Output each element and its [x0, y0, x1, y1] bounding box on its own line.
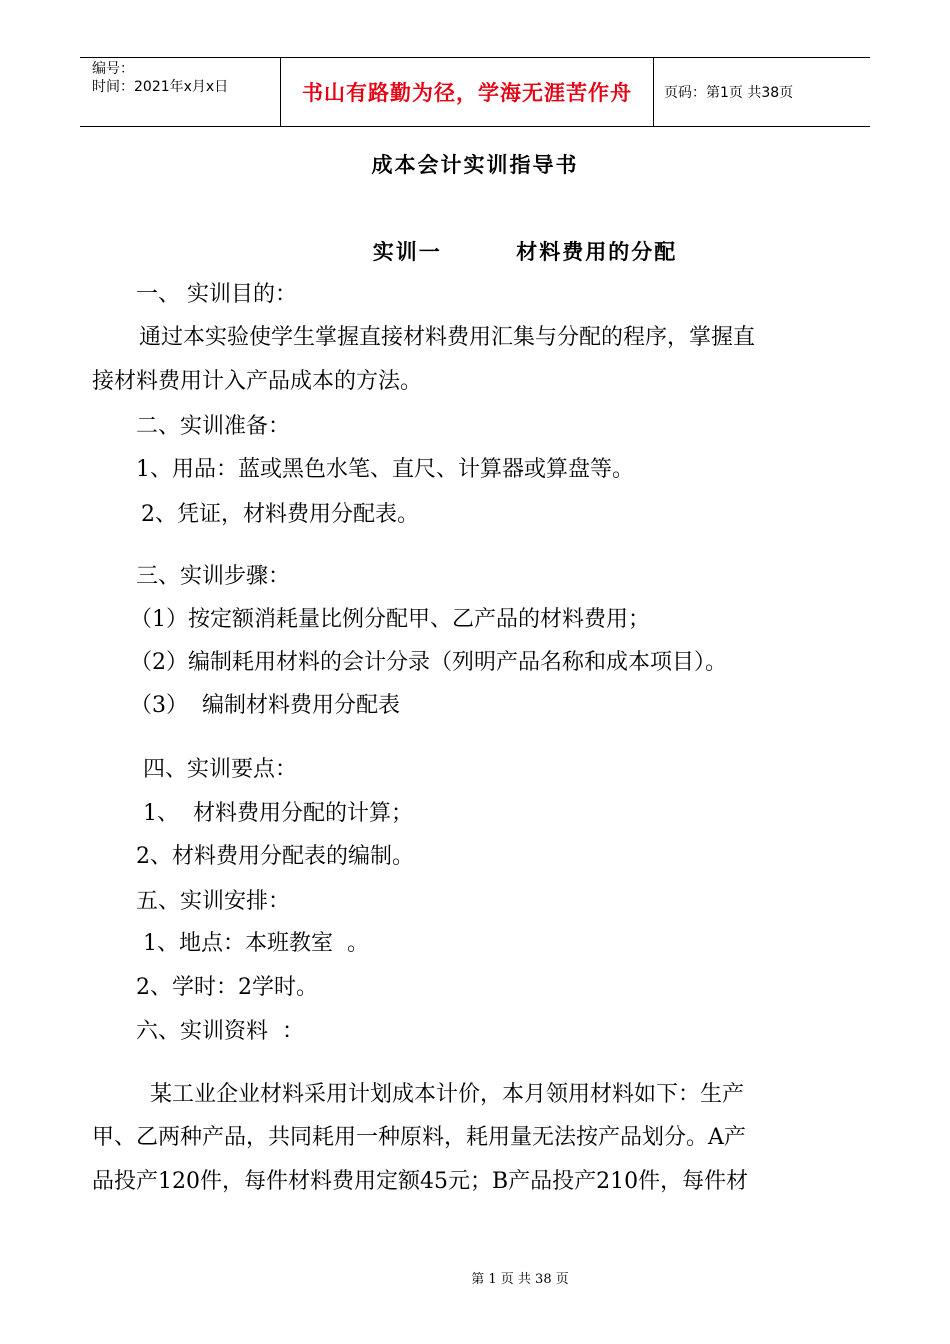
list-item: 1、用品：蓝或黑色水笔、直尺、计算器或算盘等。 [136, 457, 634, 482]
list-item: 2、材料费用分配表的编制。 [136, 844, 414, 869]
paragraph-line: 甲、乙两种产品，共同耗用一种原料，耗用量无法按产品划分。A产 [92, 1125, 746, 1150]
list-item: （2）编制耗用材料的会计分录（列明产品名称和成本项目）。 [130, 650, 727, 675]
paragraph-line: 接材料费用计入产品成本的方法。 [92, 369, 423, 394]
header-time-label: 时间：2021年x月x日 [92, 79, 229, 95]
section-heading: 五、实训安排： [136, 889, 291, 914]
document-title: 成本会计实训指导书 [371, 153, 579, 177]
list-item: 2、学时：2学时。 [136, 975, 318, 1000]
page-header [80, 57, 870, 127]
section-heading: 二、实训准备： [136, 414, 291, 439]
header-page-info: 页码：第1页 共38页 [664, 85, 794, 101]
list-item: （3） 编制材料费用分配表 [130, 693, 400, 718]
section-heading: 四、实训要点： [136, 757, 297, 782]
paragraph-line: 品投产120件，每件材料费用定额45元；B产品投产210件，每件材 [92, 1169, 749, 1194]
paragraph-line: 某工业企业材料采用计划成本计价，本月领用材料如下：生产 [136, 1082, 744, 1107]
list-item: 1、地点：本班教室 。 [136, 931, 369, 956]
header-meta [80, 58, 281, 126]
page-footer: 第 1 页 共 38 页 [471, 1272, 569, 1287]
list-item: 2、凭证，材料费用分配表。 [134, 502, 419, 527]
header-number-label: 编号： [92, 61, 134, 77]
chapter-heading: 实训一 材料费用的分配 [372, 240, 678, 264]
section-heading: 三、实训步骤： [136, 564, 291, 589]
paragraph-line: 通过本实验使学生掌握直接材料费用汇集与分配的程序，掌握直 [132, 325, 755, 350]
list-item: （1）按定额消耗量比例分配甲、乙产品的材料费用； [130, 607, 650, 632]
section-heading: 六、实训资料 ： [136, 1019, 304, 1044]
section-heading: 一、 实训目的： [136, 282, 297, 307]
header-motto: 书山有路勤为径，学海无涯苦作舟 [281, 58, 654, 126]
list-item: 1、 材料费用分配的计算； [136, 801, 413, 826]
